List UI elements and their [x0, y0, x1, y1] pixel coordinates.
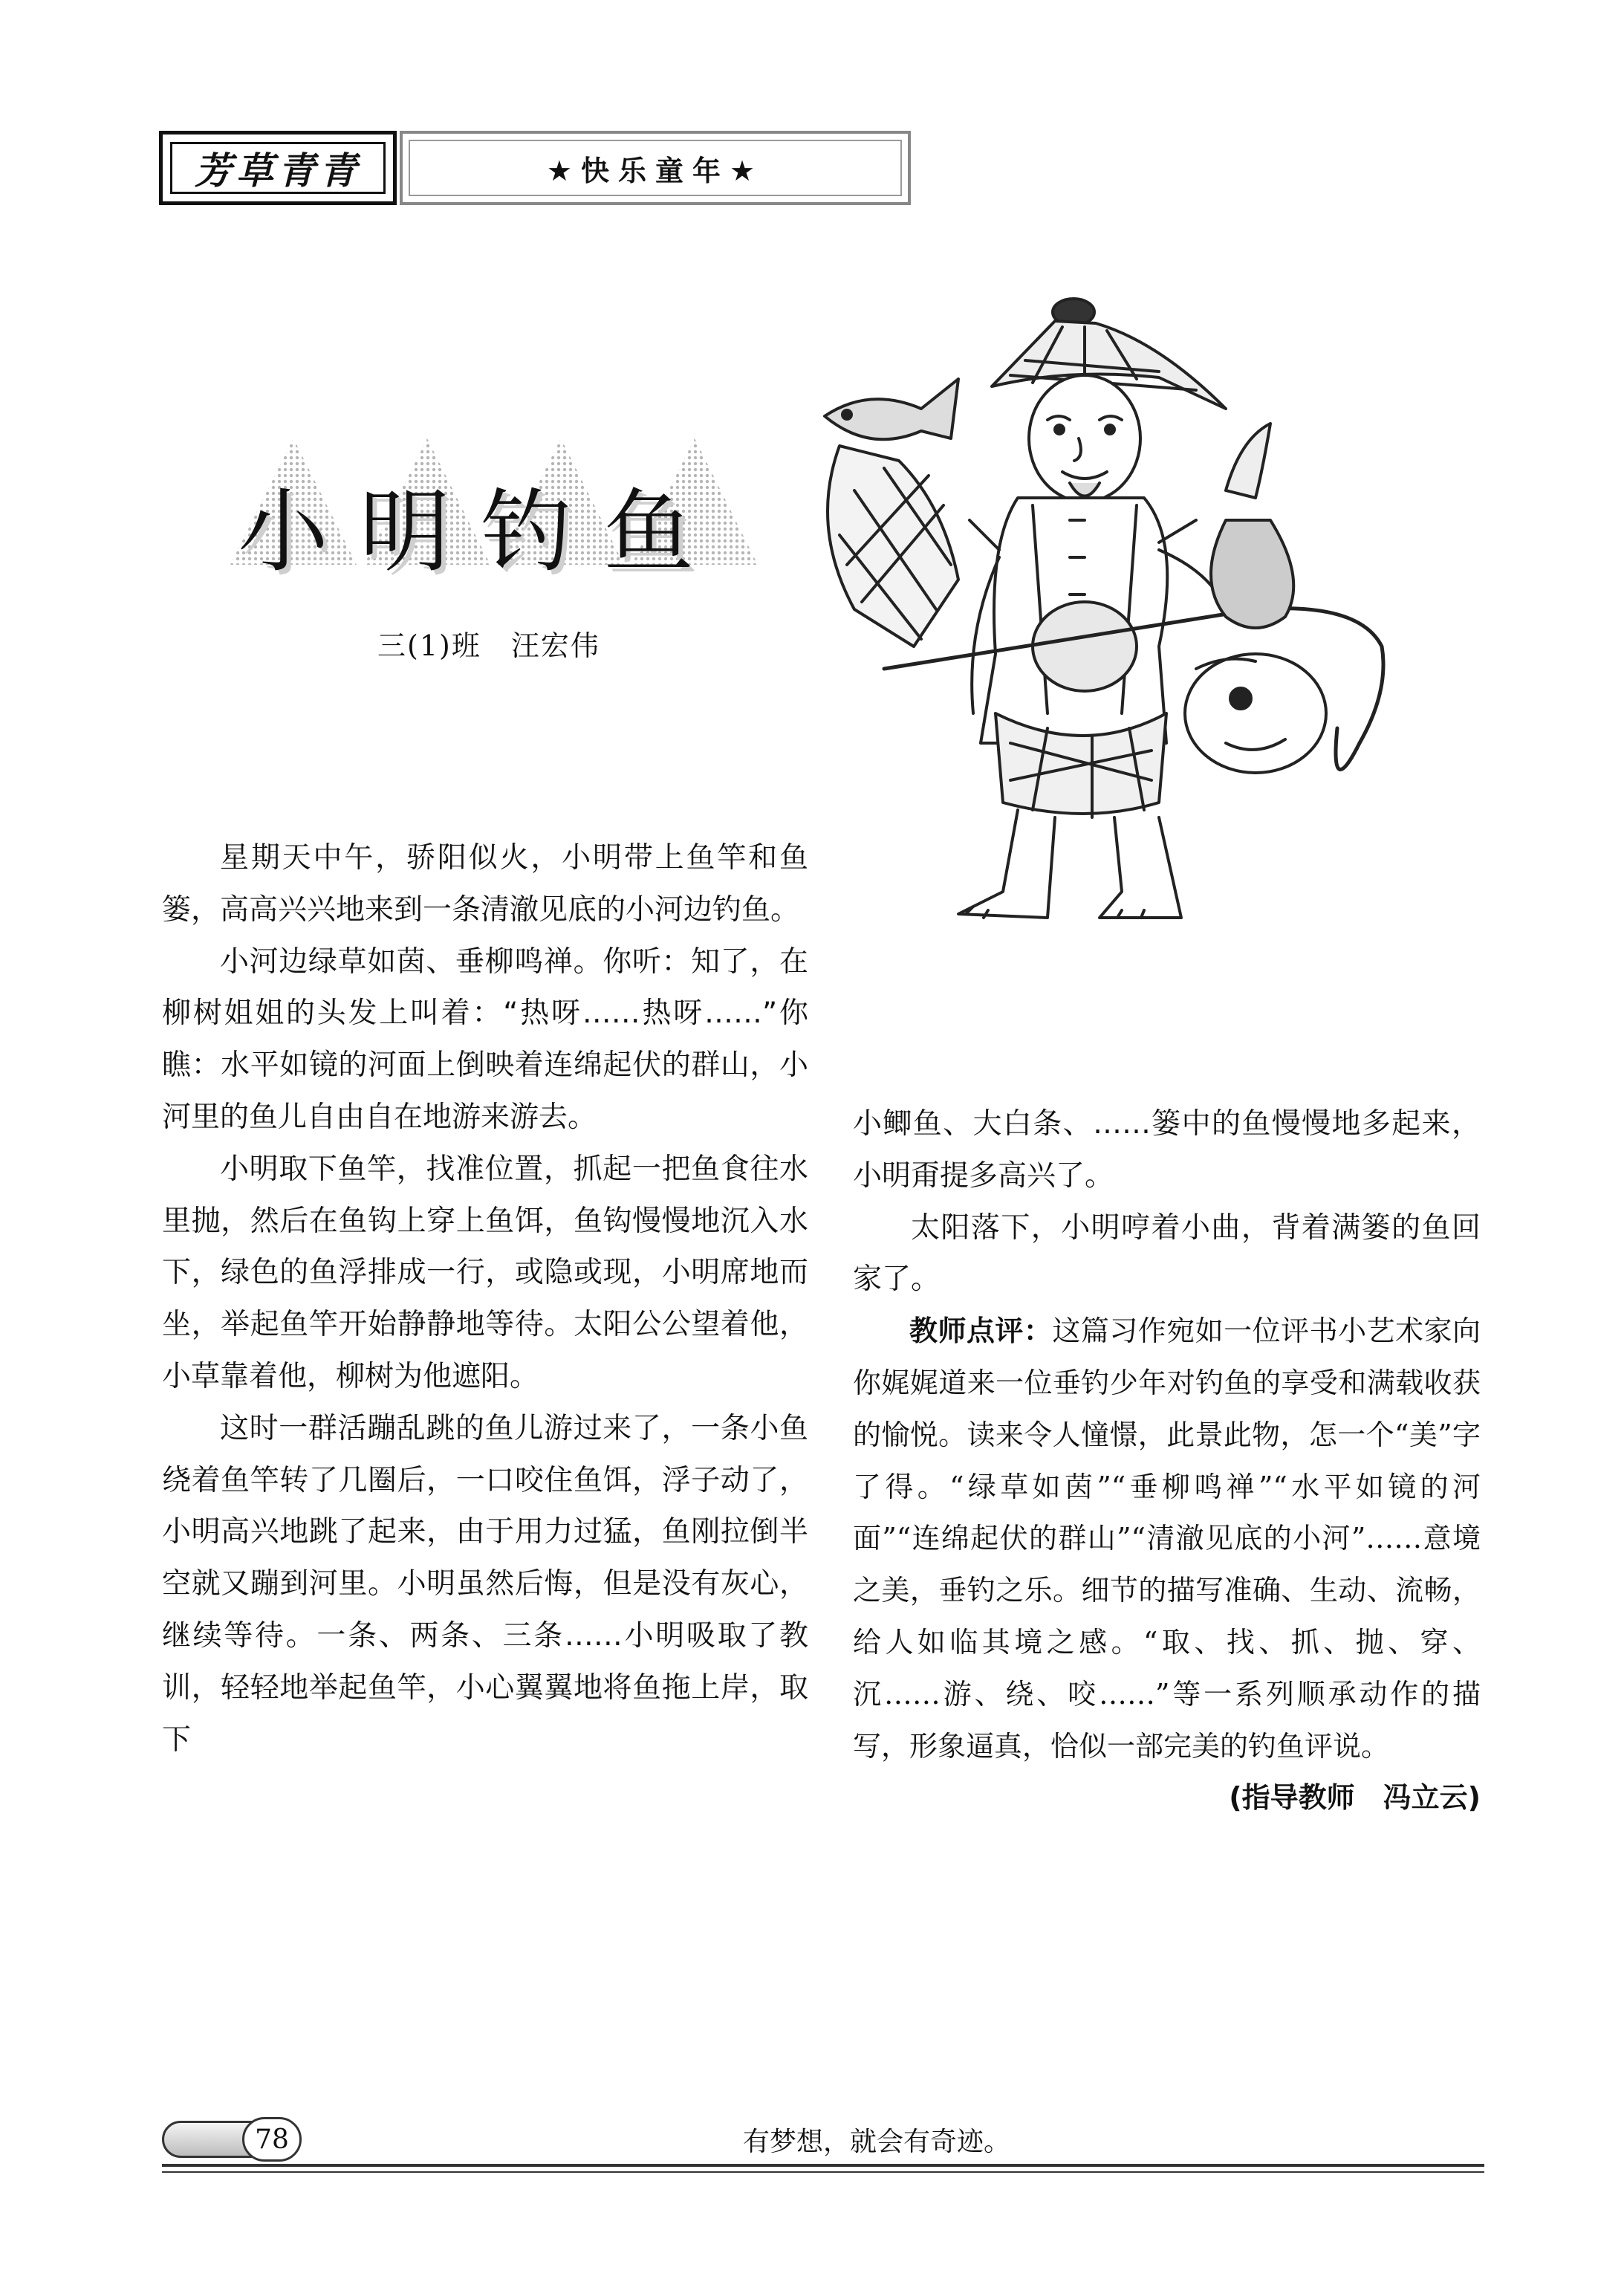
paragraph-continuation: 小鲫鱼、大白条、……篓中的鱼慢慢地多起来，小明甭提多高兴了。: [853, 1107, 1481, 1193]
teacher-comment: [853, 1306, 1481, 1772]
article-author: 三(1)班 汪宏伟: [377, 629, 600, 662]
paragraph: 小河边绿草如茵、垂柳鸣禅。你听：知了，在柳树姐姐的头发上叫着：“热呀……热呀……”你瞧：水平如镜的河面上倒映着连绵起伏的群山，小河里的鱼儿自由自在地游来游去。: [162, 944, 808, 1134]
article-body-left-column: [162, 832, 808, 1766]
article-title: 小明钓鱼: [238, 479, 725, 585]
column-banner: [400, 131, 911, 205]
paragraph: 这时一群活蹦乱跳的鱼儿游过来了，一条小鱼绕着鱼竿转了几圈后，一口咬住鱼饵，浮子动了，小明高兴地跳了起来，由于用力过猛，鱼刚拉倒半空就又蹦到河里。小明虽然后悔，但是没有灰心，继续等待。一条、两条、三条……小明吸取了教训，轻轻地举起鱼竿，小心翼翼地将鱼拖上岸，取下: [162, 1411, 808, 1757]
fisherman-illustration: [810, 297, 1478, 936]
section-name: 芳草青青: [170, 142, 386, 194]
teacher-comment-text: 这篇习作宛如一位评书小艺术家向你娓娓道来一位垂钓少年对钓鱼的享受和满载收获的愉悦。读来令人憧憬，此景此物，怎一个“美”字了得。“绿草如茵”“垂柳鸣禅”“水平如镜的河面”“连绵起伏的群山”“清澈见底的小河”……意境之美，垂钓之乐。细节的描写准确、生动、流畅，给人如临其境之感。“取、找、抓、抛、穿、沉……游、绕、咬……”等一系列顺承动作的描写，形象逼真，恰似一部完美的钓鱼评说。: [853, 1315, 1481, 1763]
teacher-signature: (指导教师 冯立云): [1229, 1781, 1481, 1815]
footer-rule-thin: [162, 2171, 1484, 2173]
paragraph: 太阳落下，小明哼着小曲，背着满篓的鱼回家了。: [853, 1210, 1481, 1297]
column-name: ★快乐童年★: [409, 140, 902, 196]
footer-rule: [162, 2164, 1484, 2167]
paragraph: 小明取下鱼竿，找准位置，抓起一把鱼食往水里抛，然后在鱼钩上穿上鱼饵，鱼钩慢慢地沉入水下，绿色的鱼浮排成一行，或隐或现，小明席地而坐，举起鱼竿开始静静地等待。太阳公公望着他，小草靠着他，柳树为他遮阳。: [162, 1152, 808, 1393]
footer-motto: 有梦想，就会有奇迹。: [743, 2127, 1011, 2157]
paragraph: 星期天中午，骄阳似火，小明带上鱼竿和鱼篓，高高兴兴地来到一条清澈见底的小河边钓鱼。: [162, 841, 808, 927]
teacher-comment-label: 教师点评：: [909, 1315, 1053, 1348]
page-number: 78: [242, 2117, 302, 2162]
section-badge: [159, 131, 397, 205]
article-body-right-column: [853, 1098, 1481, 1824]
article-title-block: [223, 431, 802, 585]
